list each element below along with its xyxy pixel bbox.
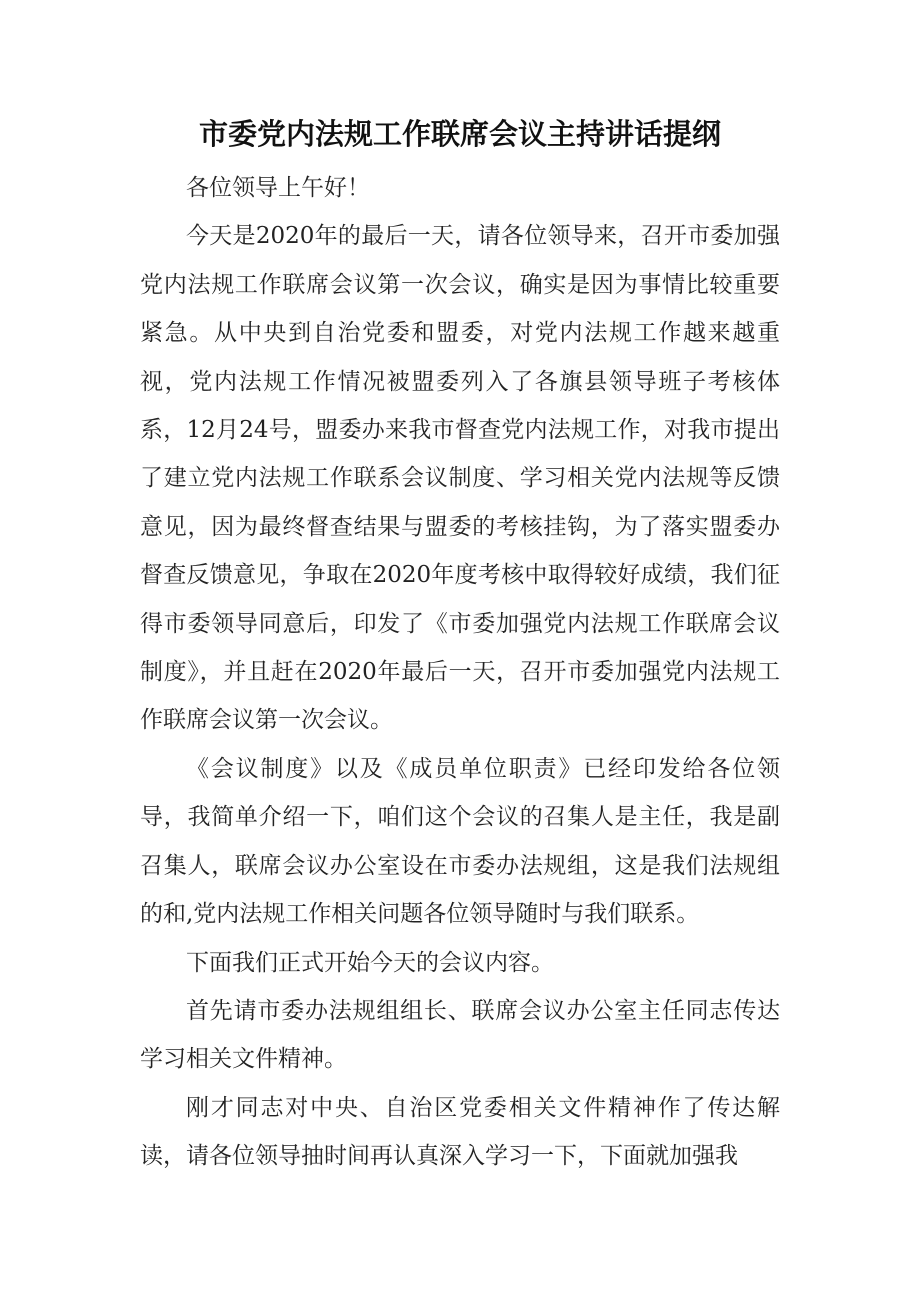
paragraph-after-briefing: 刚才同志对中央、自治区党委相关文件精神作了传达解读，请各位领导抽时间再认真深入学习一下，下面就加强我 xyxy=(140,1094,780,1170)
paragraph-background: 今天是2020年的最后一天，请各位领导来，召开市委加强党内法规工作联席会议第一次会议，确实是因为事情比较重要紧急。从中央到自治党委和盟委，对党内法规工作越来越重视，党内法规工作情况被盟委列入了各旗县领导班子考核体系，12月24号，盟委办来我市督查党内法规工作，对我市提出了建立党内法规工作联系会议制度、学习相关党内法规等反馈意见，因为最终督查结果与盟委的考核挂钩，为了落实盟委办督查反馈意见，争取在2020年度考核中取得较好成绩，我们征得市委领导同意后，印发了《市委加强党内法规工作联席会议制度》，并且赶在2020年最后一天，召开市委加强党内法规工作联席会议第一次会议。 xyxy=(140,223,780,734)
paragraph-agenda-start: 下面我们正式开始今天的会议内容。 xyxy=(186,949,554,976)
paragraph-meeting-system: 《会议制度》以及《成员单位职责》已经印发给各位领导，我简单介绍一下，咱们这个会议的召集人是主任，我是副召集人，联席会议办公室设在市委办法规组，这是我们法规组的和,党内法规工作相关问题各位领导随时与我们联系。 xyxy=(140,755,780,928)
paragraph-first-item: 首先请市委办法规组组长、联席会议办公室主任同志传达学习相关文件精神。 xyxy=(140,997,780,1073)
document-title: 市委党内法规工作联席会议主持讲话提纲 xyxy=(198,117,721,151)
document-body xyxy=(140,164,780,1181)
paragraph-greeting: 各位领导上午好！ xyxy=(186,175,370,201)
